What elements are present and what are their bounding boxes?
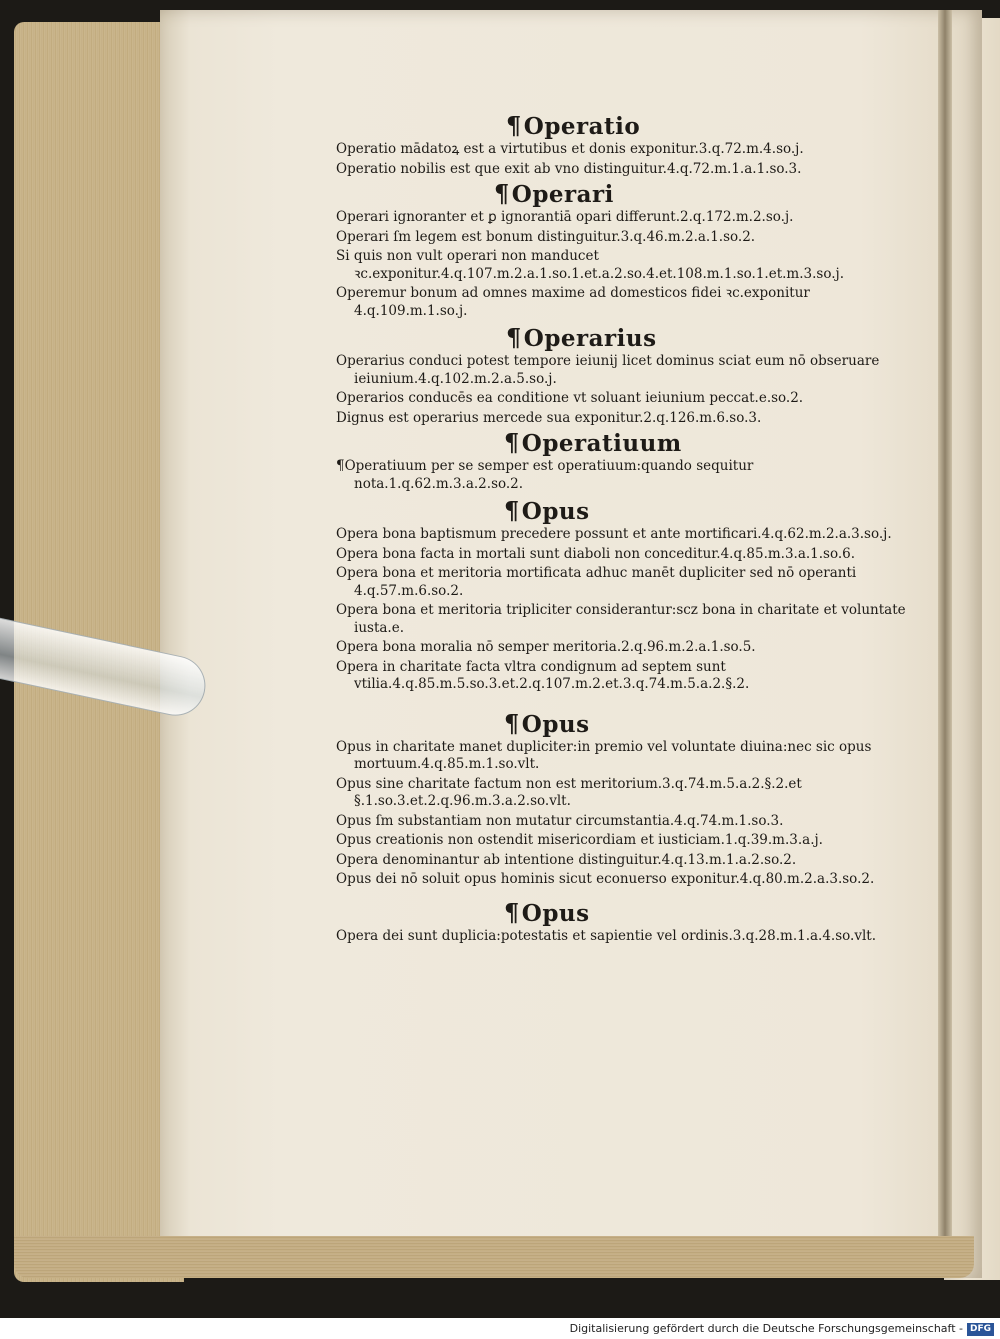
pilcrow-mark: ¶ (504, 496, 520, 525)
pilcrow-mark: ¶ (504, 708, 520, 738)
section (336, 112, 926, 178)
index-entry: Operarius conduci potest tempore ieiunij licet dominus sciat eum nō obseruare ieiunium.4.q.102.m.2.a.5.so.j. (336, 353, 880, 387)
pilcrow-mark: ¶ (504, 428, 520, 457)
index-entry: Operatio nobilis est que exit ab vno distinguitur.4.q.72.m.1.a.1.so.3. (336, 160, 802, 177)
index-entry: Opus ſm substantiam non mutatur circumstantia.4.q.74.m.1.so.3. (336, 812, 784, 829)
index-entry: Operemur bonum ad omnes maxime ad domesticos fidei ꝛc.exponitur 4.q.109.m.1.so.j. (336, 285, 810, 319)
heading-text: Operatio (523, 113, 641, 140)
index-entry: ¶Operatiuum per se semper est operatiuum:quando sequitur nota.1.q.62.m.3.a.2.so.2. (336, 458, 754, 492)
index-entry: Opera in charitate facta vltra condignum ad septem sunt vtilia.4.q.85.m.5.so.3.et.2.q.107.m.2.et.3.q.74.m.5.a.2.§.2. (336, 658, 750, 692)
index-entry: Opus dei nō soluit opus hominis sicut econuerso exponitur.4.q.80.m.2.a.3.so.2. (336, 871, 875, 887)
index-entry: Opus creationis non ostendit misericordiam et iusticiam.1.q.39.m.3.a.j. (336, 832, 823, 848)
index-entry: Operari ſm legem est bonum distinguitur.3.q.46.m.2.a.1.so.2. (336, 228, 756, 245)
index-entry: Opera bona et meritoria tripliciter considerantur:scz bona in charitate et voluntate iusta.e. (336, 602, 906, 636)
dfg-logo: DFG (967, 1323, 994, 1336)
pilcrow-mark: ¶ (494, 179, 510, 208)
heading-text: Opus (521, 498, 590, 525)
section-heading (336, 429, 926, 457)
index-entry: Opus in charitate manet dupliciter:in premio vel voluntate diuina:nec sic opus mortuum.4.q.85.m.1.so.vlt. (336, 738, 872, 772)
footer-credit: Digitalisierung gefördert durch die Deutsche Forschungsgemeinschaft - (569, 1322, 963, 1335)
book-gutter (938, 10, 952, 1278)
heading-text: Operarius (523, 325, 657, 352)
section-heading (336, 112, 926, 140)
section (336, 899, 926, 946)
index-entry: Opera bona facta in mortali sunt diaboli non conceditur.4.q.85.m.3.a.1.so.6. (336, 545, 856, 562)
index-entry: Operarios conducēs ea conditione vt soluant ieiunium peccat.e.so.2. (336, 390, 804, 406)
heading-text: Operatiuum (521, 430, 682, 457)
index-entry: Opera denominantur ab intentione distinguitur.4.q.13.m.1.a.2.so.2. (336, 851, 797, 868)
section-heading (336, 899, 926, 927)
index-entry: Opera bona et meritoria mortificata adhuc manēt dupliciter sed nō operanti 4.q.57.m.6.so.2. (336, 565, 857, 599)
heading-text: Opus (521, 899, 590, 927)
section (336, 324, 926, 427)
section-heading (336, 180, 926, 208)
footer-bar (0, 1318, 1000, 1339)
pilcrow-mark: ¶ (506, 323, 522, 352)
index-entry: Operari ignoranter et ꝑ ignorantiā opari differunt.2.q.172.m.2.so.j. (336, 209, 794, 225)
section (336, 429, 926, 493)
pilcrow-mark: ¶ (506, 111, 522, 140)
index-entry: Si quis non vult operari non manducet ꝛc.exponitur.4.q.107.m.2.a.1.so.1.et.a.2.so.4.et.108.m.1.so.1.et.m.3.so.j. (336, 248, 844, 282)
page-text (336, 110, 926, 947)
section (336, 180, 926, 320)
index-entry: Dignus est operarius mercede sua exponitur.2.q.126.m.6.so.3. (336, 409, 762, 426)
section (336, 497, 926, 694)
section-heading (336, 324, 926, 352)
index-entry: Opera bona baptismum precedere possunt et ante mortificari.4.q.62.m.2.a.3.so.j. (336, 526, 892, 542)
heading-text: Operari (511, 181, 614, 208)
index-entry: Opera dei sunt duplicia:potestatis et sapientie vel ordinis.3.q.28.m.1.a.4.so.vlt. (336, 927, 876, 944)
pilcrow-mark: ¶ (504, 897, 520, 927)
index-entry: Opus sine charitate factum non est meritorium.3.q.74.m.5.a.2.§.2.et §.1.so.3.et.2.q.96.m.3.a.2.so.vlt. (336, 775, 802, 809)
heading-text: Opus (521, 710, 590, 738)
bottom-page-edges (14, 1236, 974, 1278)
section-heading (336, 497, 926, 525)
index-entry: Opera bona moralia nō semper meritoria.2.q.96.m.2.a.1.so.5. (336, 639, 756, 655)
index-entry: Operatio mādatoꝝ est a virtutibus et donis exponitur.3.q.72.m.4.so.j. (336, 141, 804, 157)
section (336, 710, 926, 889)
section-heading (336, 710, 926, 738)
